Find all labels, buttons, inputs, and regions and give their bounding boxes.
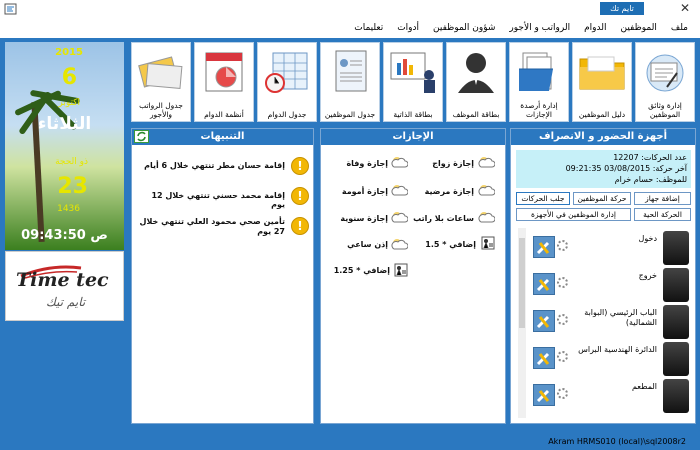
fingerprint-device-icon <box>663 342 689 376</box>
device-name: دخول <box>638 234 657 243</box>
leave-balances-button[interactable]: إدارة أرصدة الإجازات <box>509 42 569 122</box>
hijri-month: ذو الحجة <box>55 157 88 167</box>
device-list-scrollbar[interactable] <box>518 228 526 418</box>
device-settings-icon[interactable] <box>533 310 555 332</box>
calendar-icon <box>196 47 252 97</box>
fingerprint-device-icon <box>663 231 689 265</box>
device-settings-icon[interactable] <box>533 236 555 258</box>
cloud-icon <box>478 155 495 169</box>
device-name: المطعم <box>631 382 657 391</box>
overtime-icon <box>393 262 409 278</box>
device-name: الباب الرئيسي (البوابة الشمالية) <box>584 308 657 327</box>
logo-arabic: تايم تيك <box>46 295 86 309</box>
device-name: خروج <box>638 271 657 280</box>
cloud-icon <box>391 183 408 197</box>
device-info-box <box>516 150 691 188</box>
attendance-schedule-button[interactable]: جدول الدوام <box>257 42 317 122</box>
leave-item[interactable]: إجازة أمومة <box>341 187 388 196</box>
warning-icon: ! <box>291 217 309 235</box>
menu-file[interactable]: ملف <box>670 23 688 33</box>
leave-item[interactable]: إجازة سنوية <box>340 214 388 223</box>
payroll-table-button[interactable]: جدول الرواتب والأجور <box>131 42 191 122</box>
calendar-day: 6 <box>61 65 77 90</box>
cloud-icon <box>391 210 408 224</box>
device-row[interactable] <box>530 339 695 379</box>
payroll-card-icon <box>133 47 189 97</box>
logo-brand: Time tec <box>16 269 109 291</box>
device-settings-icon[interactable] <box>533 347 555 369</box>
refresh-icon <box>135 131 148 142</box>
device-row[interactable] <box>530 376 695 416</box>
menu-attendance[interactable]: الدوام <box>584 23 607 33</box>
fingerprint-device-icon <box>663 305 689 339</box>
menu-bar <box>0 18 700 38</box>
last-movement-label: آخر حركة: <box>652 164 687 173</box>
calendar-year: 2015 <box>55 47 83 58</box>
cloud-icon <box>478 210 495 224</box>
status-bar: Akram HRMS010 (local)\sql2008r2 <box>0 433 700 450</box>
employees-directory-button[interactable]: دليل الموظفين <box>572 42 632 122</box>
window-title: تايم تك <box>600 2 644 15</box>
employee-movements-button[interactable]: حركة الموظفين <box>573 192 631 205</box>
add-device-button[interactable]: إضافة جهاز <box>634 192 691 205</box>
menu-employees[interactable]: الموظفين <box>620 23 657 33</box>
leaves-panel <box>320 128 506 424</box>
folder-icon <box>574 47 630 97</box>
attendance-systems-button[interactable]: أنظمة الدوام <box>194 42 254 122</box>
manage-device-employees-button[interactable]: إدارة الموظفين في الأجهزة <box>516 208 631 221</box>
refresh-button[interactable] <box>134 130 149 143</box>
alert-item[interactable]: إقامة حسان مطر تنتهي خلال 6 أيام <box>144 161 285 170</box>
movement-count-label: عدد الحركات: <box>641 153 687 162</box>
alerts-panel <box>131 128 314 424</box>
leave-item[interactable]: ساعات بلا راتب <box>413 214 474 223</box>
device-settings-icon[interactable] <box>533 273 555 295</box>
live-movement-button[interactable]: الحركة الحية <box>634 208 691 221</box>
calendar-widget <box>5 42 124 250</box>
timetec-logo <box>5 251 124 321</box>
movement-count: 12207 <box>613 153 639 162</box>
documents-management-button[interactable]: إدارة وثائق الموظفين <box>635 42 695 122</box>
cloud-icon <box>391 237 408 251</box>
employee-card-icon <box>448 47 504 97</box>
menu-hr-affairs[interactable]: شؤون الموظفين <box>433 23 496 33</box>
alert-item[interactable]: إقامة محمد حسني تنتهي خلال 12 يوم <box>151 191 285 209</box>
loading-icon <box>557 388 568 399</box>
device-row[interactable] <box>530 265 695 305</box>
alert-item[interactable]: تأمين صحي محمود العلي تنتهي خلال 27 يوم <box>139 217 285 236</box>
files-icon <box>511 47 567 97</box>
cloud-icon <box>478 183 495 197</box>
menu-tools[interactable]: أدوات <box>397 23 420 33</box>
fingerprint-device-icon <box>663 379 689 413</box>
clock-time: 09:43:50 ص <box>21 228 108 243</box>
overtime-icon <box>480 235 496 251</box>
title-bar <box>0 0 700 18</box>
menu-help[interactable]: تعليمات <box>354 23 384 33</box>
loading-icon <box>557 277 568 288</box>
leave-item[interactable]: إجازة زواج <box>432 159 474 168</box>
device-name: الدائرة الهندسية البراس <box>578 345 657 354</box>
loading-icon <box>557 240 568 251</box>
leave-item[interactable]: إذن ساعي <box>347 240 388 249</box>
employee-form-icon <box>322 47 378 97</box>
timesheet-icon <box>259 47 315 97</box>
fingerprint-device-icon <box>663 268 689 302</box>
last-movement: 03/08/2015 09:21:35 <box>565 164 651 173</box>
warning-icon: ! <box>291 157 309 175</box>
calendar-weekday: الثلاثاء <box>37 114 92 134</box>
employee-label: للموظف: <box>655 175 687 184</box>
fetch-movements-button[interactable]: جلب الحركات <box>516 192 570 205</box>
devices-title: أجهزة الحضور و الانصراف <box>511 129 695 145</box>
alerts-title: التنبيهات <box>132 129 313 145</box>
loading-icon <box>557 314 568 325</box>
device-settings-icon[interactable] <box>533 384 555 406</box>
menu-payroll[interactable]: الرواتب و الأجور <box>509 23 571 33</box>
personal-card-button[interactable]: بطاقة الذاتية <box>383 42 443 122</box>
loading-icon <box>557 351 568 362</box>
cloud-icon <box>391 155 408 169</box>
close-button[interactable]: ✕ <box>679 1 691 15</box>
leaves-title: الإجازات <box>321 129 505 145</box>
document-management-icon <box>637 47 693 97</box>
app-icon <box>4 3 17 15</box>
leave-item[interactable]: إجازة وفاة <box>346 159 388 168</box>
device-row[interactable] <box>530 302 695 342</box>
employee-name: حسام خرام <box>614 175 654 184</box>
hijri-year: 1436 <box>57 204 80 214</box>
calendar-month: اكتوبر <box>58 98 80 108</box>
employee-card-button[interactable]: بطاقة الموظف <box>446 42 506 122</box>
hijri-day: 23 <box>57 174 88 199</box>
leave-item[interactable]: إضافي * 1.5 <box>425 240 476 249</box>
warning-icon: ! <box>291 187 309 205</box>
employees-table-button[interactable]: جدول الموظفين <box>320 42 380 122</box>
leave-item[interactable]: إضافي * 1.25 <box>333 266 390 275</box>
device-row[interactable] <box>530 228 695 268</box>
leave-item[interactable]: إجازة مرضية <box>424 187 474 196</box>
presentation-icon <box>385 47 441 97</box>
